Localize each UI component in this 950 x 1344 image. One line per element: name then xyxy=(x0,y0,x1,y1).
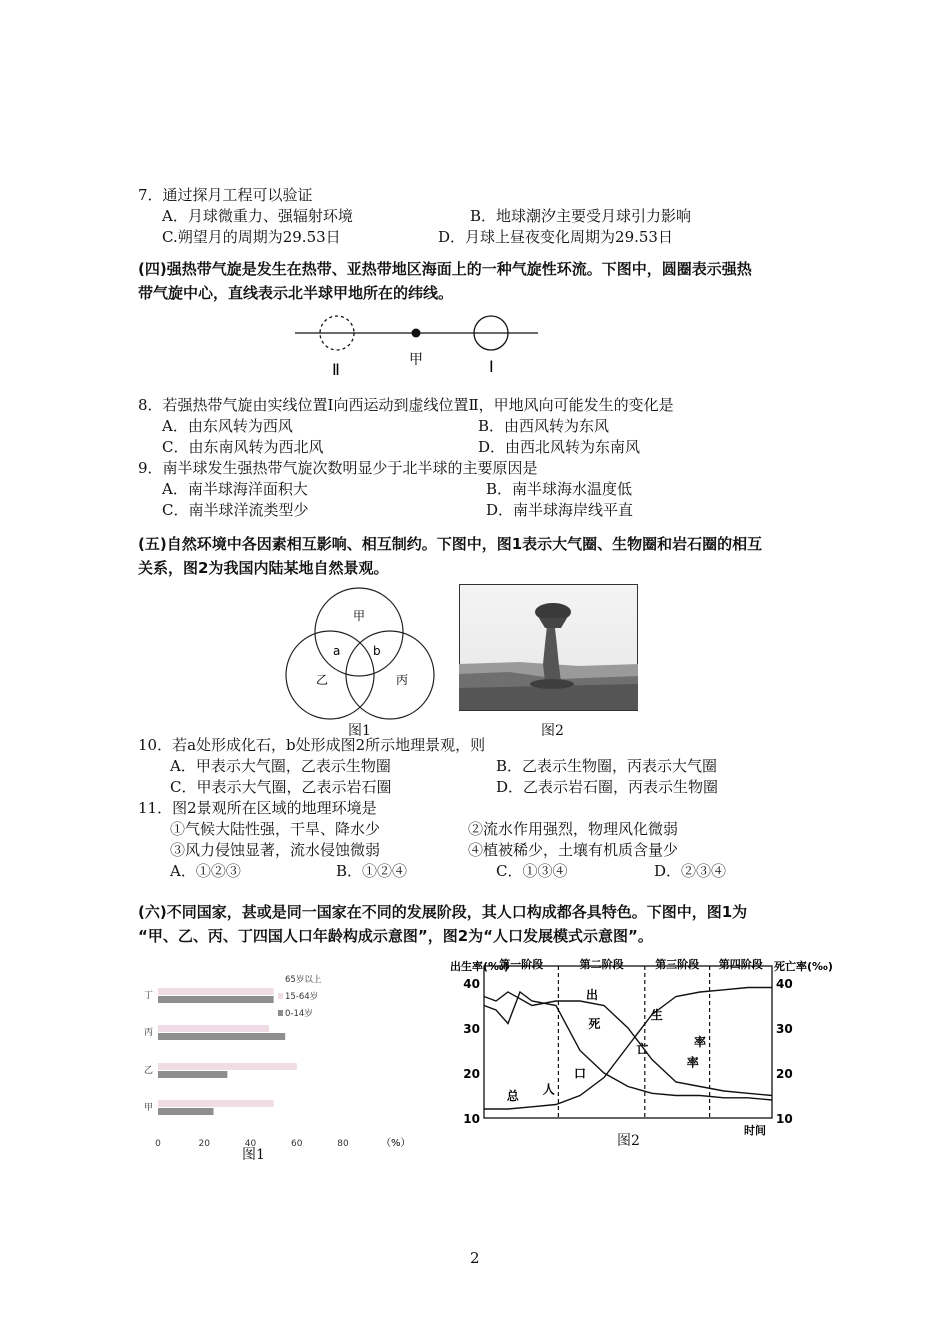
curve-label-birth: 出 xyxy=(585,987,599,1002)
y-tick-left-0: 10 xyxy=(463,1112,480,1126)
sec6-intro-line1: (六)不同国家，甚或是同一国家在不同的发展阶段，其人口构成都各具特色。下图中，图1为 xyxy=(138,903,748,921)
venn-label-a: a xyxy=(333,644,341,658)
sec5-intro-line1: (五)自然环境中各因素相互影响、相互制约。下图中，图1表示大气圈、生物圈和岩石圈的相互 xyxy=(138,535,763,553)
bar-15-64-3 xyxy=(158,1100,274,1107)
category-label-3: 甲 xyxy=(144,1103,154,1113)
bar-0-14-3 xyxy=(158,1108,214,1115)
q8-option-d: D．由西北风转为东南风 xyxy=(478,438,641,456)
venn-label-yi: 乙 xyxy=(316,673,329,687)
q9-option-d: D．南半球海岸线平直 xyxy=(486,501,634,519)
q7-option-c: C.朔望月的周期为29.53日 xyxy=(162,228,341,246)
venn-label-jia: 甲 xyxy=(353,609,366,623)
venn-circle-bing xyxy=(346,631,434,719)
series-line-0 xyxy=(484,992,772,1096)
q11-option-a: A．①②③ xyxy=(170,862,241,880)
legend-label-2: 0-14岁 xyxy=(285,1009,313,1019)
q7-option-b: B．地球潮汐主要受月球引力影响 xyxy=(470,207,692,225)
bar-0-14-0 xyxy=(158,996,274,1003)
sec6-intro-line2: “甲、乙、丙、丁四国人口年龄构成示意图”，图2为“人口发展模式示意图”。 xyxy=(138,927,653,945)
landscape-photo xyxy=(459,584,638,711)
point-jia xyxy=(412,329,421,338)
bar-15-64-2 xyxy=(158,1063,297,1070)
q11-statement-3: ③风力侵蚀显著，流水侵蚀微弱 xyxy=(170,841,381,859)
x-axis-label: 时间 xyxy=(744,1124,766,1137)
stage-label-3: 第四阶段 xyxy=(718,958,763,971)
page-number: 2 xyxy=(470,1249,480,1267)
q11-option-d: D．②③④ xyxy=(654,862,727,880)
q8-option-c: C．由东南风转为西北风 xyxy=(162,438,324,456)
q9-option-a: A．南半球海洋面积大 xyxy=(162,480,308,498)
x-tick-3: 60 xyxy=(291,1139,303,1149)
stage-label-1: 第二阶段 xyxy=(579,958,624,971)
q8-option-b: B．由西风转为东风 xyxy=(478,417,610,435)
curve-label-total2: 人 xyxy=(542,1082,555,1097)
category-label-2: 乙 xyxy=(144,1066,154,1076)
q11-option-b: B．①②④ xyxy=(336,862,408,880)
y-tick-right-3: 40 xyxy=(776,977,793,991)
legend-label-1: 15-64岁 xyxy=(285,992,319,1002)
sec5-fig2-caption: 图2 xyxy=(541,723,564,739)
q7-option-a: A．月球微重力、强辐射环境 xyxy=(162,207,353,225)
venn-circle-jia xyxy=(315,588,403,676)
q11-option-c: C．①③④ xyxy=(496,862,568,880)
q10-option-a: A．甲表示大气圈，乙表示生物圈 xyxy=(170,757,391,775)
q9-stem: 9．南半球发生强热带气旋次数明显少于北半球的主要原因是 xyxy=(138,459,538,477)
sec4-intro-line2: 带气旋中心，直线表示北半球甲地所在的纬线。 xyxy=(138,284,454,302)
venn-circle-yi xyxy=(286,631,374,719)
q10-stem: 10．若a处形成化石，b处形成图2所示地理景观，则 xyxy=(138,736,486,754)
y-tick-left-1: 20 xyxy=(463,1067,480,1081)
q11-statement-2: ②流水作用强烈，物理风化微弱 xyxy=(468,820,679,838)
y-tick-right-1: 20 xyxy=(776,1067,793,1081)
venn-label-b: b xyxy=(373,644,381,658)
x-axis-unit: （%） xyxy=(381,1138,411,1149)
curve-label-death3: 率 xyxy=(686,1055,699,1070)
x-tick-4: 80 xyxy=(337,1139,349,1149)
y-label-right: 死亡率(‰) xyxy=(774,960,833,973)
sec6-fig1-caption: 图1 xyxy=(242,1147,265,1163)
label-jia: 甲 xyxy=(409,352,423,368)
q9-option-b: B．南半球海水温度低 xyxy=(486,480,633,498)
population-model-chart xyxy=(448,956,833,1141)
q9-option-c: C．南半球洋流类型少 xyxy=(162,501,309,519)
curve-label-death: 死 xyxy=(588,1017,601,1031)
sec5-fig1-caption: 图1 xyxy=(348,723,371,739)
label-ii: Ⅱ xyxy=(332,360,340,379)
category-label-0: 丁 xyxy=(144,991,154,1001)
sec4-intro-line1: (四)强热带气旋是发生在热带、亚热带地区海面上的一种气旋性环流。下图中，圆圈表示强热 xyxy=(138,260,752,278)
q10-option-c: C．甲表示大气圈，乙表示岩石圈 xyxy=(170,778,392,796)
sec5-intro-line2: 关系，图2为我国内陆某地自然景观。 xyxy=(138,559,389,577)
y-tick-right-2: 30 xyxy=(776,1022,793,1036)
q7-option-d: D．月球上昼夜变化周期为29.53日 xyxy=(438,228,673,246)
sec6-fig2-caption: 图2 xyxy=(617,1133,640,1149)
q8-option-a: A．由东风转为西风 xyxy=(162,417,293,435)
venn-label-bing: 丙 xyxy=(396,673,409,687)
curve-label-total3: 口 xyxy=(573,1066,587,1081)
stage-label-2: 第三阶段 xyxy=(655,958,700,971)
y-tick-left-2: 30 xyxy=(463,1022,480,1036)
q11-statement-1: ①气候大陆性强，干旱、降水少 xyxy=(170,820,381,838)
q8-stem: 8．若强热带气旋由实线位置Ⅰ向西运动到虚线位置Ⅱ，甲地风向可能发生的变化是 xyxy=(138,396,674,414)
q10-option-d: D．乙表示岩石圈，丙表示生物圈 xyxy=(496,778,719,796)
stage-label-0: 第一阶段 xyxy=(499,958,544,971)
bar-15-64-1 xyxy=(158,1025,269,1032)
age-structure-chart xyxy=(138,968,418,1158)
bar-0-14-2 xyxy=(158,1071,227,1078)
bar-0-14-1 xyxy=(158,1033,285,1040)
label-i: Ⅰ xyxy=(489,357,494,376)
legend-swatch-1 xyxy=(278,993,283,999)
legend-swatch-0 xyxy=(278,976,283,982)
q11-stem: 11．图2景观所在区域的地理环境是 xyxy=(138,799,377,817)
curve-label-birth2: 生 xyxy=(650,1008,663,1022)
curve-label-death2: 亡 xyxy=(636,1041,649,1056)
venn-diagram xyxy=(282,584,442,719)
category-label-1: 丙 xyxy=(144,1028,154,1038)
x-tick-1: 20 xyxy=(198,1139,210,1149)
age-legend xyxy=(278,974,322,1019)
y-label-left: 出生率(‰) xyxy=(450,960,509,973)
q11-statement-4: ④植被稀少，土壤有机质含量少 xyxy=(468,841,679,859)
curve-label-total: 总 xyxy=(506,1089,519,1103)
cyclone-diagram xyxy=(280,308,560,383)
x-tick-2: 40 xyxy=(244,1139,257,1149)
curve-label-birth3: 率 xyxy=(693,1035,707,1049)
legend-label-0: 65岁以上 xyxy=(285,975,322,985)
q10-option-b: B．乙表示生物圈，丙表示大气圈 xyxy=(496,757,718,775)
legend-swatch-2 xyxy=(278,1010,283,1016)
q7-stem: 7．通过探月工程可以验证 xyxy=(138,186,313,204)
bar-15-64-0 xyxy=(158,988,274,995)
y-tick-right-0: 10 xyxy=(776,1112,793,1126)
x-tick-0: 0 xyxy=(155,1139,161,1149)
y-tick-left-3: 40 xyxy=(463,977,480,991)
